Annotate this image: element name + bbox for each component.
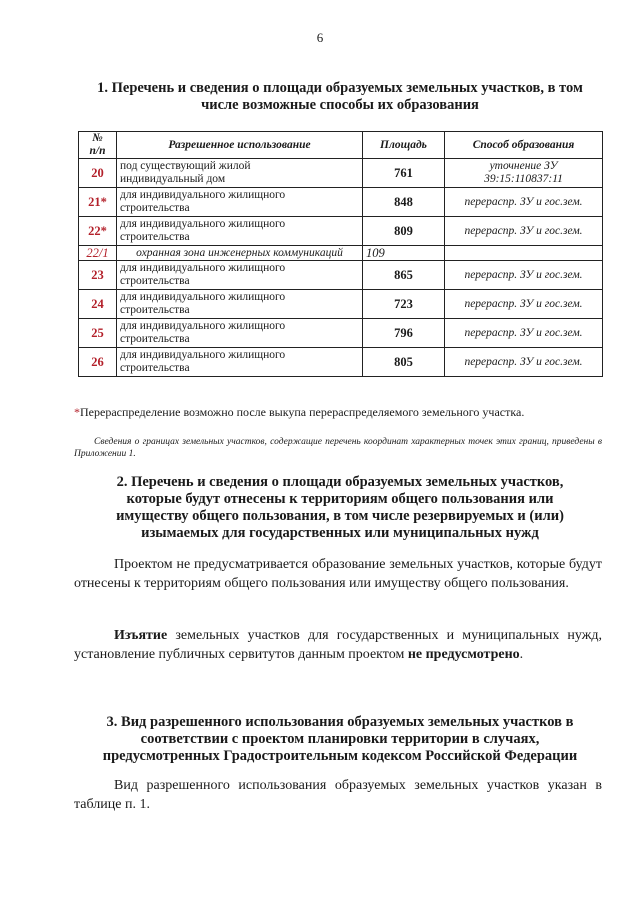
row-area: 723 [363, 290, 445, 319]
para2-bold-end: не предусмотрено [407, 647, 520, 662]
row-area: 805 [363, 348, 445, 377]
row-num: 20 [79, 159, 117, 188]
section1-title-line1: 1. Перечень и сведения о площади образуемых земельных участков, в том [97, 80, 583, 96]
section2-title-line4: изымаемых для государственных или муниципальных нужд [141, 525, 539, 541]
section2-title-line1: 2. Перечень и сведения о площади образуемых земельных участков, [116, 474, 564, 490]
section2-title-line2: которые будут отнесены к территориям общего пользования или [126, 491, 554, 507]
table-row [79, 290, 603, 319]
table-header-row [79, 132, 603, 159]
section2-title-line3: имуществу общего пользования, в том числе резервируемых и (или) [116, 508, 564, 524]
header-area: Площадь [363, 132, 445, 159]
row-method: перераспр. ЗУ и гос.зем. [445, 217, 603, 246]
row-method: уточнение ЗУ 39:15:110837:11 [445, 159, 603, 188]
row-num: 21* [79, 188, 117, 217]
header-use: Разрешенное использование [117, 132, 363, 159]
row-use: для индивидуального жилищного строительства [117, 348, 363, 377]
row-area: 809 [363, 217, 445, 246]
page-number: 6 [316, 30, 324, 45]
row-use: под существующий жилой индивидуальный дом [117, 159, 363, 188]
appendix-note: Сведения о границах земельных участков, содержащие перечень координат характерных точек этих границ, приведены в Приложении 1. [74, 437, 602, 459]
row-num: 25 [79, 319, 117, 348]
row-num: 26 [79, 348, 117, 377]
row-method: перераспр. ЗУ и гос.зем. [445, 261, 603, 290]
row-num: 23 [79, 261, 117, 290]
row-num: 22/1 [79, 246, 117, 261]
row-area: 865 [363, 261, 445, 290]
footnote-text: Перераспределение возможно после выкупа перераспределяемого земельного участка. [80, 405, 525, 419]
row-method: перераспр. ЗУ и гос.зем. [445, 188, 603, 217]
row-use: для индивидуального жилищного строительства [117, 290, 363, 319]
row-num: 24 [79, 290, 117, 319]
section1-title [70, 80, 610, 114]
row-use: охранная зона инженерных коммуникаций [117, 246, 363, 261]
section2-title [70, 474, 610, 542]
row-use: для индивидуального жилищного строительства [117, 188, 363, 217]
table-row [79, 348, 603, 377]
para2-bold-start: Изъятие [114, 628, 168, 643]
row-method [445, 246, 603, 261]
section2-paragraph2 [74, 626, 602, 664]
plots-table [78, 131, 603, 377]
row-area: 848 [363, 188, 445, 217]
section3-title-line3: предусмотренных Градостроительным кодексом Российской Федерации [102, 748, 578, 764]
section3-title [70, 714, 610, 765]
row-area: 761 [363, 159, 445, 188]
section2-paragraph1: Проектом не предусматривается образование земельных участков, которые будут отнесены к территориям общего пользования или имуществу общего пользования. [74, 557, 602, 591]
row-method: перераспр. ЗУ и гос.зем. [445, 290, 603, 319]
section1-title-line2: числе возможные способы их образования [201, 97, 479, 113]
table-row [79, 319, 603, 348]
row-method: перераспр. ЗУ и гос.зем. [445, 348, 603, 377]
footnote [74, 405, 524, 420]
row-area: 796 [363, 319, 445, 348]
para2-end: . [519, 647, 524, 662]
row-use: для индивидуального жилищного строительства [117, 261, 363, 290]
table-row [79, 159, 603, 188]
table-row [79, 261, 603, 290]
section3-paragraph: Вид разрешенного использования образуемых земельных участков указан в таблице п. 1. [74, 778, 602, 812]
table-row [79, 188, 603, 217]
row-use: для индивидуального жилищного строительства [117, 217, 363, 246]
section3-title-line1: 3. Вид разрешенного использования образуемых земельных участков в [106, 714, 574, 730]
header-method: Способ образования [445, 132, 603, 159]
footnote-star: * [74, 405, 80, 419]
table-row [79, 246, 603, 261]
row-num: 22* [79, 217, 117, 246]
para2-text: земельных участков для государственных и муниципальных нужд, установление публичных сервитутов данным проектом [74, 628, 602, 662]
header-num: № п/п [79, 132, 117, 159]
row-use: для индивидуального жилищного строительства [117, 319, 363, 348]
row-method: перераспр. ЗУ и гос.зем. [445, 319, 603, 348]
section3-title-line2: соответствии с проектом планировки территории в случаях, [140, 731, 540, 747]
row-area: 109 [363, 246, 445, 261]
table-row [79, 217, 603, 246]
